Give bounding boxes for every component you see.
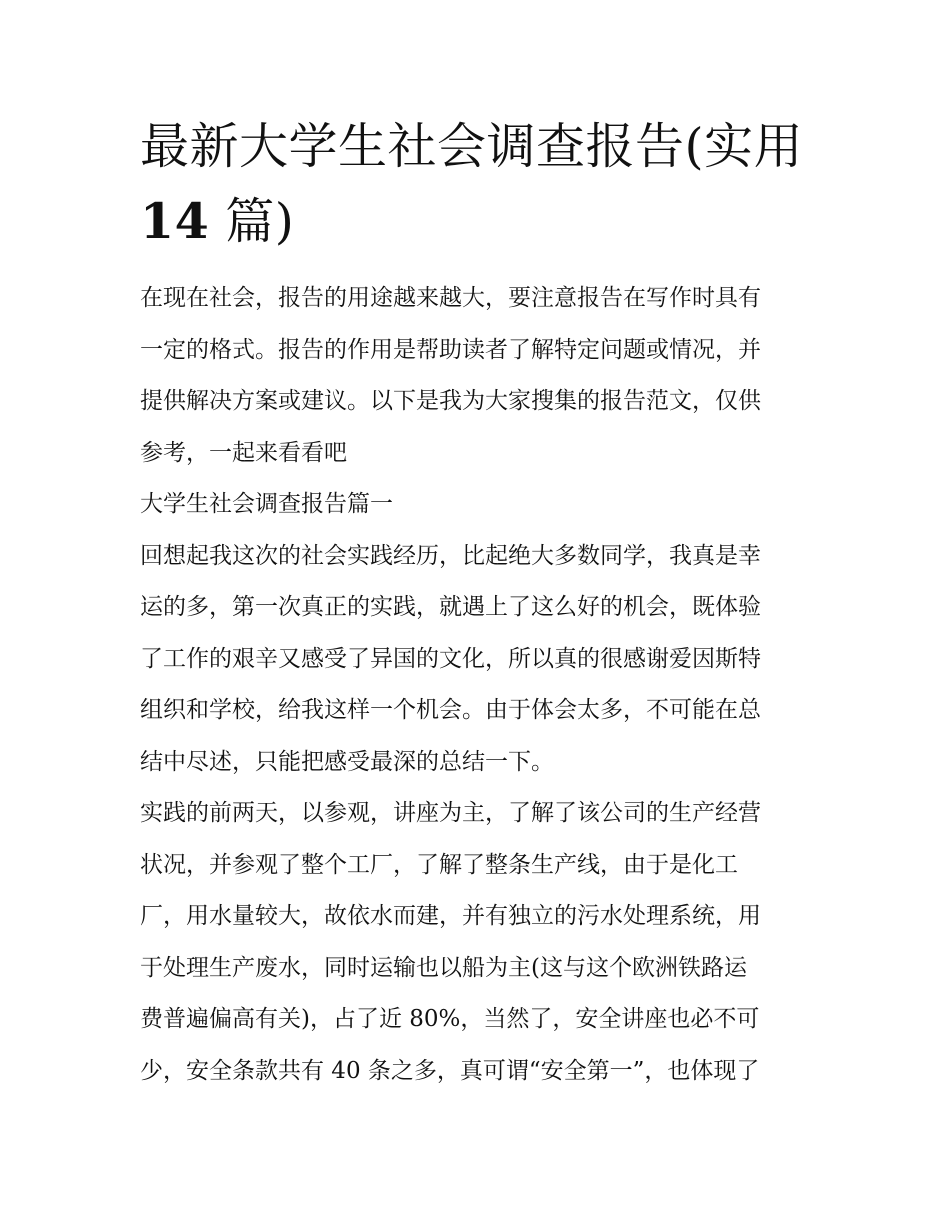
title-suffix: 篇) xyxy=(209,193,295,250)
paragraph-line: 实践的前两天，以参观，讲座为主，了解了该公司的生产经营 xyxy=(140,800,761,826)
paragraph-line: 回想起我这次的社会实践经历，比起绝大多数同学，我真是幸 xyxy=(140,542,761,569)
paragraph-line: 状况，并参观了整个工厂，了解了整条生产线，由于是化工 xyxy=(140,851,738,878)
title-line-1: 最新大学生社会调查报告(实用 xyxy=(140,118,804,175)
intro-line: 提供解决方案或建议。以下是我为大家搜集的报告范文，仅供 xyxy=(140,388,761,414)
paragraph-line: 了工作的艰辛又感受了异国的文化，所以真的很感谢爱因斯特 xyxy=(140,645,761,672)
paragraph-line: 组织和学校，给我这样一个机会。由于体会太多，不可能在总 xyxy=(140,697,761,723)
title-line-2 xyxy=(140,184,812,259)
paragraph-2 xyxy=(140,788,812,1097)
intro-paragraph xyxy=(140,273,812,479)
intro-line: 在现在社会，报告的用途越来越大，要注意报告在写作时具有 xyxy=(140,285,761,311)
intro-line: 一定的格式。报告的作用是帮助读者了解特定问题或情况，并 xyxy=(140,336,761,363)
section-heading xyxy=(140,479,812,531)
document-title xyxy=(140,110,812,259)
paragraph-line: 结中尽述，只能把感受最深的总结一下。 xyxy=(140,748,554,775)
paragraph-line: 费普遍偏高有关)，占了近 80%，当然了，安全讲座也必不可 xyxy=(140,1006,760,1032)
paragraph-1 xyxy=(140,531,812,789)
document-body xyxy=(140,110,812,1097)
section-heading-text: 大学生社会调查报告篇一 xyxy=(140,491,393,517)
paragraph-line: 于处理生产废水，同时运输也以船为主(这与这个欧洲铁路运 xyxy=(140,954,747,981)
paragraph-line: 少，安全条款共有 40 条之多，真可谓“安全第一”，也体现了 xyxy=(140,1057,760,1084)
paragraph-line: 运的多，第一次真正的实践，就遇上了这么好的机会，既体验 xyxy=(140,594,761,620)
paragraph-line: 厂，用水量较大，故依水而建，并有独立的污水处理系统，用 xyxy=(140,903,761,929)
title-count: 14 xyxy=(140,192,210,250)
intro-line: 参考，一起来看看吧 xyxy=(140,439,347,466)
